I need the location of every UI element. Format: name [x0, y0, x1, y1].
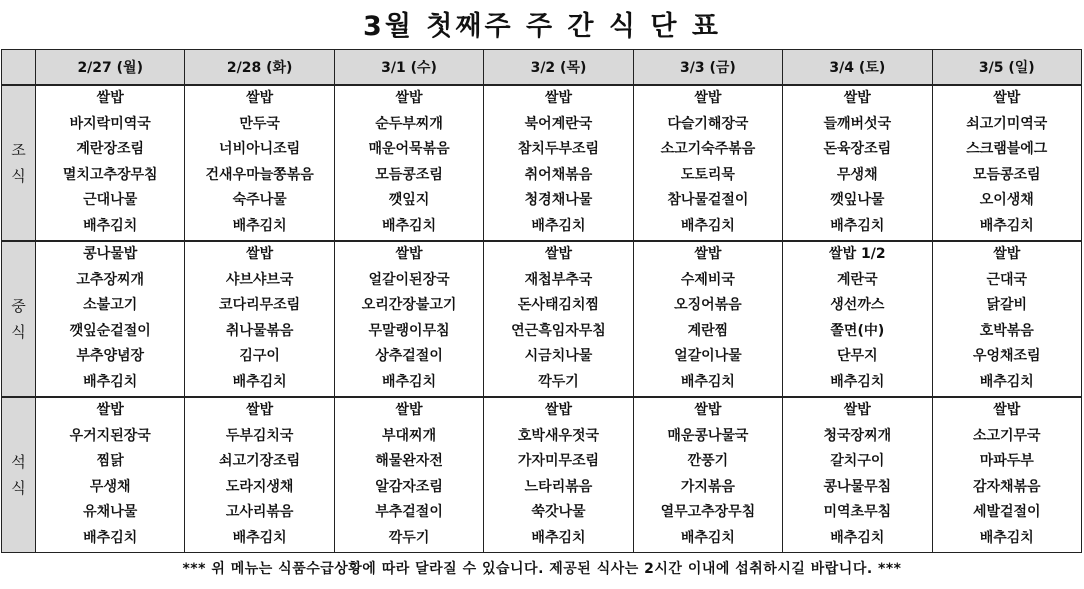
meal-label-char: 식 — [11, 479, 26, 497]
menu-item: 해물완자전 — [375, 453, 443, 469]
menu-item: 참치두부조림 — [517, 141, 600, 157]
day-header: 3/1 (수) — [334, 50, 483, 86]
menu-item: 콩나물밥 — [83, 246, 138, 262]
menu-item: 배추김치 — [680, 373, 735, 390]
meal-label-char: 식 — [11, 323, 26, 341]
corner-cell — [2, 50, 36, 86]
menu-cell — [783, 241, 932, 397]
menu-item: 취나물볶음 — [225, 322, 294, 339]
menu-item: 너비아니조림 — [219, 141, 301, 157]
menu-item: 부추겉절이 — [375, 504, 443, 520]
menu-item: 무말랭이무침 — [368, 322, 450, 339]
menu-item: 세발겉절이 — [972, 504, 1041, 520]
menu-item: 숙주나물 — [232, 192, 287, 208]
menu-item: 오징어볶음 — [674, 297, 742, 313]
menu-item: 쌀밥 — [544, 246, 572, 262]
meal-label-char: 석 — [11, 453, 26, 471]
menu-item: 무생채 — [837, 166, 878, 183]
menu-item: 부대찌개 — [382, 427, 437, 444]
menu-item: 유채나물 — [83, 504, 138, 520]
menu-item: 순두부찌개 — [375, 115, 443, 132]
meal-label — [2, 85, 36, 241]
menu-item: 마파두부 — [979, 453, 1034, 469]
menu-item: 스크램블에그 — [966, 141, 1048, 157]
menu-item: 모듬콩조림 — [375, 166, 443, 183]
menu-item: 매운콩나물국 — [667, 427, 749, 444]
menu-cell — [932, 241, 1081, 397]
weekly-menu-table — [1, 49, 1082, 553]
meal-label-char: 조 — [11, 141, 26, 159]
menu-item: 깻잎지 — [388, 192, 430, 208]
meal-label-char: 식 — [11, 167, 26, 185]
menu-item: 쌀밥 — [843, 90, 871, 106]
menu-item: 쌀밥 1/2 — [829, 246, 886, 262]
menu-item: 쇠고기미역국 — [966, 115, 1048, 132]
menu-cell — [185, 241, 334, 397]
menu-item: 쌀밥 — [843, 402, 871, 418]
menu-item: 계란국 — [837, 271, 878, 288]
menu-item: 열무고추장무침 — [660, 504, 756, 520]
meal-row — [2, 85, 1082, 241]
menu-item: 가지볶음 — [680, 478, 735, 495]
menu-item: 바지락미역국 — [69, 115, 151, 132]
menu-item: 깍두기 — [538, 373, 579, 390]
menu-item: 모듬콩조림 — [972, 166, 1041, 183]
menu-item: 건새우마늘쫑볶음 — [205, 166, 314, 183]
menu-item: 배추김치 — [83, 217, 138, 234]
menu-cell — [932, 85, 1081, 241]
menu-item: 김구이 — [239, 348, 280, 364]
menu-cell — [783, 85, 932, 241]
menu-item: 느타리볶음 — [524, 478, 593, 495]
menu-item: 갈치구이 — [830, 453, 885, 469]
menu-item: 우거지된장국 — [69, 427, 151, 444]
menu-item: 배추김치 — [83, 529, 138, 546]
day-header: 3/5 (일) — [932, 50, 1081, 86]
menu-item: 얼갈이된장국 — [368, 271, 450, 288]
menu-item: 배추김치 — [830, 529, 885, 546]
meal-label — [2, 397, 36, 553]
menu-item: 쌀밥 — [544, 90, 572, 106]
menu-item: 취어채볶음 — [524, 166, 593, 183]
menu-cell — [334, 85, 483, 241]
menu-item: 배추김치 — [382, 373, 437, 390]
header-row — [2, 50, 1082, 86]
menu-item: 깻잎순겉절이 — [69, 322, 151, 339]
day-header: 2/27 (월) — [36, 50, 185, 86]
menu-item: 배추김치 — [232, 373, 287, 390]
menu-item: 쌀밥 — [993, 402, 1021, 418]
menu-item: 청국장찌개 — [823, 427, 892, 444]
menu-item: 콩나물무침 — [823, 478, 892, 495]
menu-item: 깍두기 — [388, 529, 430, 546]
menu-cell — [36, 85, 185, 241]
menu-item: 도라지생채 — [225, 478, 294, 495]
menu-item: 근대국 — [986, 271, 1028, 288]
menu-item: 소고기무국 — [972, 427, 1041, 444]
menu-item: 배추김치 — [979, 529, 1034, 546]
meal-row — [2, 241, 1082, 397]
menu-item: 들깨버섯국 — [823, 115, 892, 132]
menu-cell — [334, 241, 483, 397]
meal-label — [2, 241, 36, 397]
menu-item: 쌀밥 — [96, 402, 124, 418]
menu-item: 쌀밥 — [694, 402, 722, 418]
menu-item: 돈사태김치찜 — [517, 297, 600, 313]
meal-row — [2, 397, 1082, 553]
menu-body — [2, 85, 1082, 553]
menu-cell — [633, 85, 782, 241]
menu-cell — [484, 241, 633, 397]
menu-item: 배추김치 — [830, 217, 885, 234]
menu-cell — [633, 397, 782, 553]
menu-cell — [185, 397, 334, 553]
menu-item: 계란찜 — [687, 322, 729, 339]
menu-item: 근대나물 — [83, 192, 138, 208]
day-header: 2/28 (화) — [185, 50, 334, 86]
menu-item: 재첩부추국 — [524, 271, 593, 288]
day-header: 3/2 (목) — [484, 50, 633, 86]
menu-item: 멸치고추장무침 — [62, 166, 158, 183]
menu-item: 배추김치 — [232, 529, 287, 546]
menu-item: 고사리볶음 — [225, 504, 294, 520]
menu-item: 상추겉절이 — [375, 348, 443, 364]
menu-item: 쑥갓나물 — [531, 504, 586, 520]
menu-item: 배추김치 — [979, 373, 1034, 390]
menu-item: 쌀밥 — [694, 90, 722, 106]
menu-item: 북어계란국 — [524, 115, 593, 132]
menu-item: 코다리무조림 — [219, 297, 301, 313]
menu-item: 쫄면(中) — [830, 322, 885, 339]
menu-item: 깐풍기 — [687, 453, 729, 469]
menu-item: 단무지 — [837, 348, 878, 364]
day-header: 3/3 (금) — [633, 50, 782, 86]
menu-item: 쌀밥 — [395, 402, 423, 418]
menu-item: 배추김치 — [531, 529, 586, 546]
menu-item: 생선까스 — [830, 297, 885, 313]
menu-item: 만두국 — [239, 115, 280, 132]
menu-item: 배추김치 — [979, 217, 1034, 234]
menu-item: 쇠고기장조림 — [219, 453, 301, 469]
menu-cell — [185, 85, 334, 241]
day-header: 3/4 (토) — [783, 50, 932, 86]
menu-item: 쌀밥 — [993, 90, 1021, 106]
menu-item: 배추김치 — [232, 217, 287, 234]
menu-cell — [783, 397, 932, 553]
menu-item: 샤브샤브국 — [225, 271, 294, 288]
menu-item: 도토리묵 — [680, 166, 735, 183]
menu-item: 계란장조림 — [76, 141, 145, 157]
menu-item: 오이생채 — [979, 192, 1034, 208]
menu-item: 무생채 — [89, 478, 131, 495]
menu-cell — [932, 397, 1081, 553]
menu-item: 쌀밥 — [96, 90, 124, 106]
menu-item: 쌀밥 — [246, 90, 274, 106]
menu-item: 배추김치 — [531, 217, 586, 234]
menu-item: 배추김치 — [680, 217, 735, 234]
menu-item: 쌀밥 — [246, 402, 274, 418]
menu-cell — [484, 397, 633, 553]
menu-item: 시금치나물 — [524, 348, 593, 364]
menu-item: 닭갈비 — [986, 297, 1028, 313]
menu-item: 쌀밥 — [395, 246, 423, 262]
menu-item: 오리간장불고기 — [361, 297, 457, 313]
menu-item: 두부김치국 — [225, 427, 294, 444]
menu-cell — [484, 85, 633, 241]
menu-item: 호박볶음 — [979, 322, 1034, 339]
menu-item: 알감자조림 — [375, 478, 443, 495]
page-title: 3월 첫째주 주 간 식 단 표 — [363, 11, 721, 42]
menu-item: 소불고기 — [83, 297, 138, 313]
menu-item: 찜닭 — [96, 453, 124, 469]
menu-cell — [36, 397, 185, 553]
menu-item: 부추양념장 — [76, 348, 145, 364]
menu-item: 수제비국 — [680, 271, 735, 288]
menu-item: 깻잎나물 — [830, 192, 885, 208]
menu-item: 배추김치 — [83, 373, 138, 390]
menu-item: 돈육장조림 — [823, 141, 892, 157]
menu-item: 쌀밥 — [694, 246, 722, 262]
menu-item: 참나물겉절이 — [667, 192, 749, 208]
menu-item: 호박새우젓국 — [517, 427, 600, 444]
menu-item: 배추김치 — [680, 529, 735, 546]
menu-item: 미역초무침 — [823, 504, 892, 520]
menu-item: 다슬기해장국 — [667, 115, 749, 132]
menu-item: 쌀밥 — [395, 90, 423, 106]
menu-item: 쌀밥 — [993, 246, 1021, 262]
meal-label-char: 중 — [11, 297, 26, 315]
menu-item: 얼갈이나물 — [674, 348, 742, 364]
menu-item: 매운어묵볶음 — [368, 141, 450, 157]
menu-item: 배추김치 — [382, 217, 437, 234]
menu-item: 우엉채조림 — [972, 348, 1041, 364]
menu-item: 쌀밥 — [246, 246, 274, 262]
menu-item: 쌀밥 — [544, 402, 572, 418]
menu-item: 배추김치 — [830, 373, 885, 390]
menu-item: 고추장찌개 — [76, 271, 145, 288]
menu-item: 소고기숙주볶음 — [660, 141, 756, 157]
menu-item: 연근흑임자무침 — [511, 322, 606, 339]
footer-note: *** 위 메뉴는 식품수급상황에 따라 달라질 수 있습니다. 제공된 식사는 2시간 이내에 섭취하시길 바랍니다. *** — [182, 561, 902, 577]
menu-cell — [334, 397, 483, 553]
menu-item: 청경채나물 — [524, 192, 593, 208]
menu-cell — [633, 241, 782, 397]
menu-cell — [36, 241, 185, 397]
menu-item: 가자미무조림 — [517, 453, 600, 469]
menu-item: 감자채볶음 — [972, 478, 1041, 495]
